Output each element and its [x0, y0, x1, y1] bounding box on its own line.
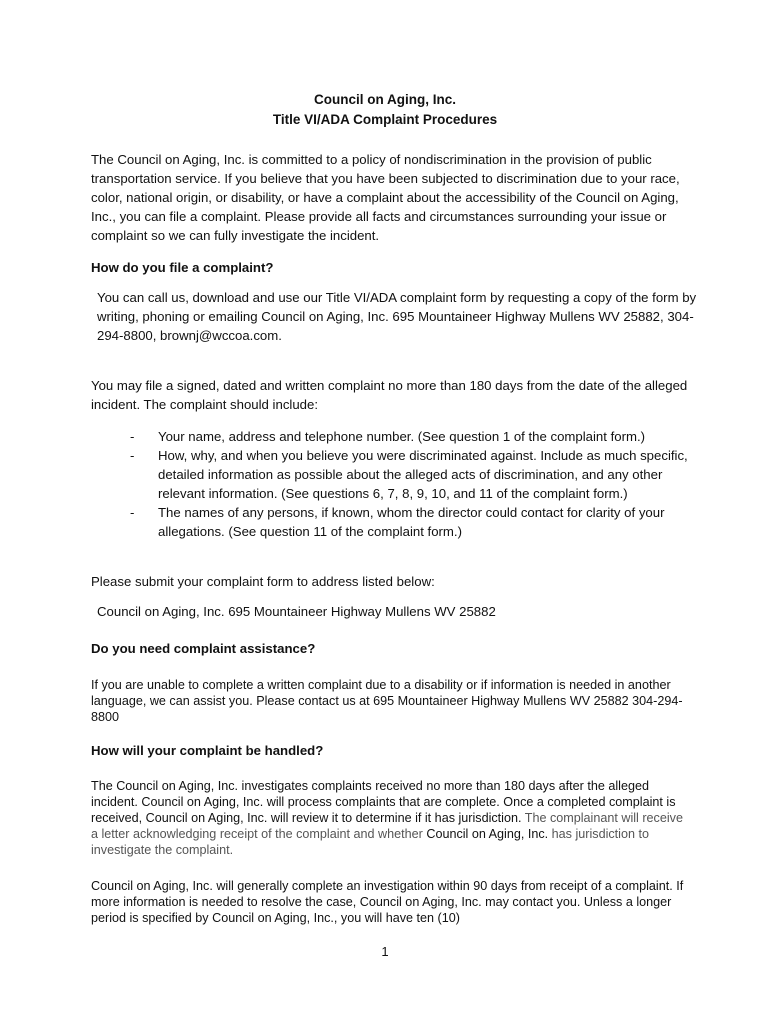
mailing-address: Council on Aging, Inc. 695 Mountaineer Highway Mullens WV 25882	[97, 604, 496, 619]
investigation-paragraph: Council on Aging, Inc. will generally complete an investigation within 90 days from receipt of a complaint. If more information is needed to resolve the case, Council on Aging, Inc. may contact you. Unless a longer period is specified by Council on Aging, Inc., you will have ten (10)	[91, 879, 684, 925]
list-dash: -	[130, 505, 135, 520]
list-item	[130, 446, 690, 503]
contact-paragraph: You can call us, download and use our Title VI/ADA complaint form by requesting a copy of the form by writing, phoning or emailing Council on Aging, Inc. 695 Mountaineer Highway Mullens WV 25882, 304-294-8800, brownj@wccoa.com.	[97, 290, 697, 343]
handling-text-a: The Council on Aging, Inc. investigates complaints received no more than 180 days after the alleged incident. Council on Aging, Inc. will process complaints that are complete. Once a completed complaint is received, Council on Aging, Inc. will review it to determine if it has jurisdiction.	[91, 779, 676, 825]
submit-instruction: Please submit your complaint form to address listed below:	[91, 574, 435, 589]
list-item	[130, 503, 690, 541]
section-heading-assistance: Do you need complaint assistance?	[91, 641, 316, 656]
complaint-requirements-list	[130, 427, 690, 541]
section-heading-file-complaint: How do you file a complaint?	[91, 260, 274, 275]
list-item	[130, 427, 690, 446]
list-dash: -	[130, 429, 135, 444]
page-title: Title VI/ADA Complaint Procedures	[272, 112, 498, 127]
list-item-text: Your name, address and telephone number. (See question 1 of the complaint form.)	[158, 429, 646, 444]
list-dash: -	[130, 448, 135, 463]
handling-text-d: has jurisdiction to investigate the complaint.	[91, 827, 649, 857]
section-heading-handling: How will your complaint be handled?	[91, 743, 324, 758]
list-item-text: The names of any persons, if known, whom the director could contact for clarity of your allegations. (See question 11 of the complaint form.)	[158, 505, 665, 539]
list-item-text: How, why, and when you believe you were discriminated against. Include as much specific, detailed information as possible about the alleged acts of discrimination, and any other relevant information. (See questions 6, 7, 8, 9, 10, and 11 of the complaint form.)	[158, 448, 688, 501]
intro-paragraph: The Council on Aging, Inc. is committed to a policy of nondiscrimination in the provision of public transportation service. If you believe that you have been subjected to discrimination due to your race, color, national origin, or disability, or have a complaint about the accessibility of the Council on Aging, Inc., you can file a complaint. Please provide all facts and circumstances surrounding your issue or complaint so we can fully investigate the incident.	[91, 152, 680, 243]
deadline-paragraph: You may file a signed, dated and written complaint no more than 180 days from the date of the alleged incident. The complaint should include:	[91, 378, 688, 412]
assistance-paragraph: If you are unable to complete a written complaint due to a disability or if information is needed in another language, we can assist you. Please contact us at 695 Mountaineer Highway Mullens WV 25882 304-294-8800	[91, 678, 683, 724]
handling-paragraph	[91, 778, 691, 858]
handling-text-c: Council on Aging, Inc.	[426, 827, 549, 841]
page-number: 1	[381, 944, 389, 959]
org-title: Council on Aging, Inc.	[314, 92, 456, 107]
handling-text-b: The complainant will receive a letter acknowledging receipt of the complaint and whether	[91, 811, 683, 841]
